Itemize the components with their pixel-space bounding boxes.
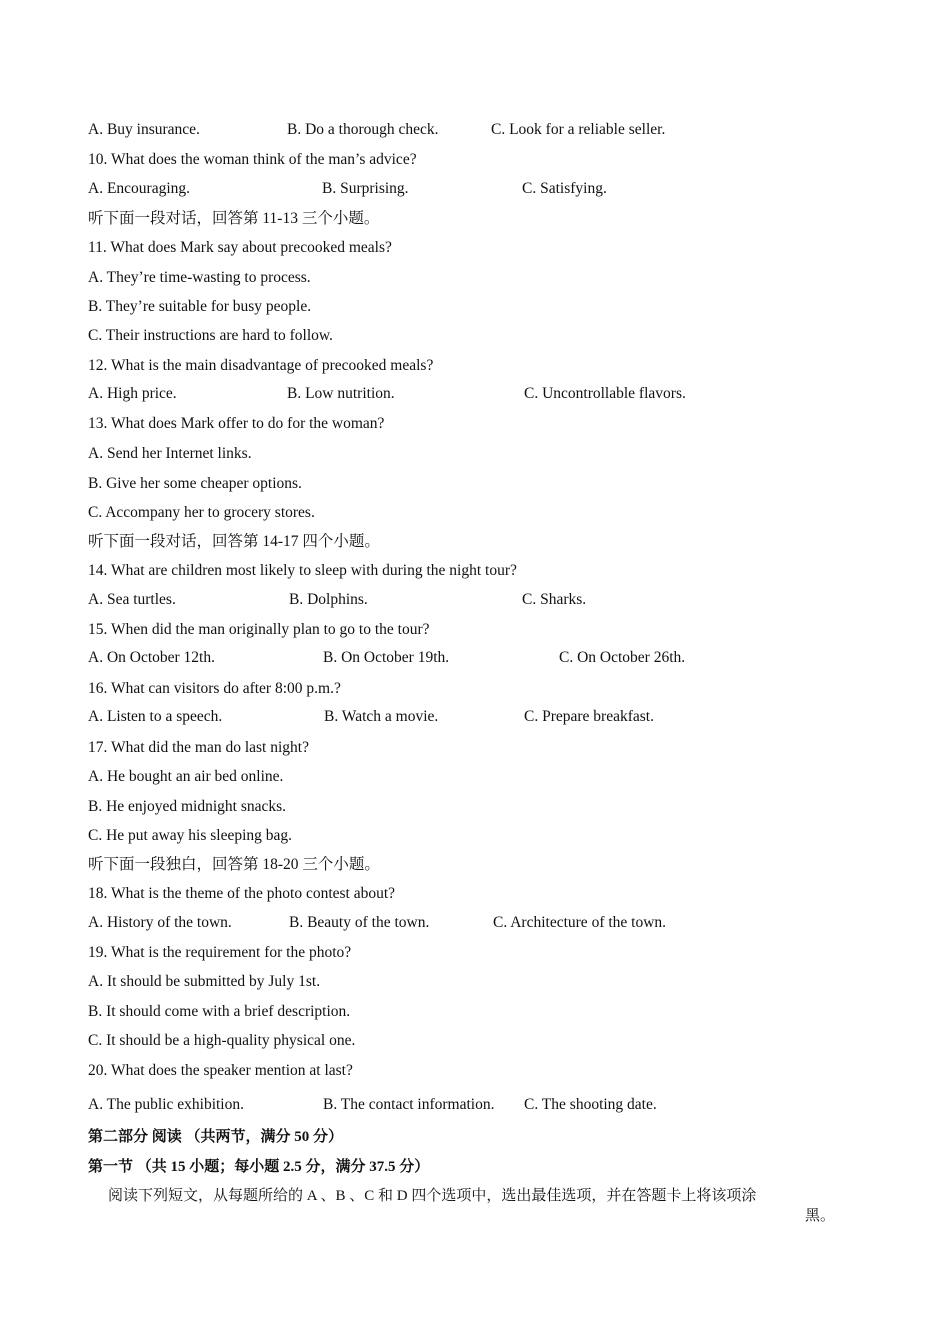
q10-option-c: C. Satisfying. [522, 180, 607, 197]
q12-option-a: A. High price. [88, 385, 177, 402]
q15-question: 15. When did the man originally plan to go to the tour? [88, 621, 430, 638]
q19-option-a: A. It should be submitted by July 1st. [88, 973, 321, 990]
q11-question: 11. What does Mark say about precooked meals? [88, 239, 392, 256]
q16-option-a: A. Listen to a speech. [88, 708, 223, 725]
q9-option-b: B. Do a thorough check. [287, 121, 439, 138]
q11-option-c: C. Their instructions are hard to follow. [88, 327, 333, 344]
q15-option-c: C. On October 26th. [559, 649, 686, 666]
q17-option-a: A. He bought an air bed online. [88, 768, 284, 785]
q10-option-a: A. Encouraging. [88, 180, 191, 197]
q14-option-a: A. Sea turtles. [88, 591, 176, 608]
directions-14-17: 听下面一段对话，回答第 14-17 四个小题。 [88, 533, 380, 550]
q17-option-b: B. He enjoyed midnight snacks. [88, 798, 287, 815]
q10-question: 10. What does the woman think of the man’s advice? [88, 151, 417, 168]
q16-option-b: B. Watch a movie. [324, 708, 439, 725]
q14-option-c: C. Sharks. [522, 591, 587, 608]
q9-option-a: A. Buy insurance. [88, 121, 200, 138]
q19-option-c: C. It should be a high-quality physical one. [88, 1032, 356, 1049]
q11-option-b: B. They’re suitable for busy people. [88, 298, 312, 315]
q12-option-b: B. Low nutrition. [287, 385, 395, 402]
q15-option-a: A. On October 12th. [88, 649, 215, 666]
q13-option-c: C. Accompany her to grocery stores. [88, 504, 315, 521]
section1-instruction [108, 1186, 835, 1226]
q14-question: 14. What are children most likely to sleep with during the night tour? [88, 562, 517, 579]
directions-11-13: 听下面一段对话，回答第 11-13 三个小题。 [88, 210, 380, 227]
q20-question: 20. What does the speaker mention at last? [88, 1062, 353, 1079]
q9-option-c: C. Look for a reliable seller. [491, 121, 666, 138]
q10-option-b: B. Surprising. [322, 180, 409, 197]
q13-option-a: A. Send her Internet links. [88, 445, 252, 462]
q19-option-b: B. It should come with a brief description. [88, 1003, 351, 1020]
q13-option-b: B. Give her some cheaper options. [88, 475, 302, 492]
directions-18-20: 听下面一段独白，回答第 18-20 三个小题。 [88, 856, 380, 873]
q15-option-b: B. On October 19th. [323, 649, 450, 666]
q12-question: 12. What is the main disadvantage of precooked meals? [88, 357, 434, 374]
q16-question: 16. What can visitors do after 8:00 p.m.? [88, 680, 341, 697]
q14-option-b: B. Dolphins. [289, 591, 368, 608]
q18-option-c: C. Architecture of the town. [493, 914, 667, 931]
q20-option-c: C. The shooting date. [524, 1096, 657, 1113]
q18-option-a: A. History of the town. [88, 914, 232, 931]
part2-heading: 第二部分 阅读 （共两节，满分 50 分） [88, 1129, 344, 1145]
q17-question: 17. What did the man do last night? [88, 739, 309, 756]
q19-question: 19. What is the requirement for the photo? [88, 944, 352, 961]
q17-option-c: C. He put away his sleeping bag. [88, 827, 293, 844]
q11-option-a: A. They’re time-wasting to process. [88, 269, 311, 286]
section1-instruction-line1: 阅读下列短文，从每题所给的 A 、B 、C 和 D 四个选项中，选出最佳选项，并在答题卡上将该项涂 [108, 1188, 757, 1204]
q20-option-b: B. The contact information. [323, 1096, 495, 1113]
q16-option-c: C. Prepare breakfast. [524, 708, 654, 725]
section1-heading: 第一节 （共 15 小题；每小题 2.5 分，满分 37.5 分） [88, 1159, 430, 1175]
q18-option-b: B. Beauty of the town. [289, 914, 430, 931]
q13-question: 13. What does Mark offer to do for the woman? [88, 415, 385, 432]
q20-option-a: A. The public exhibition. [88, 1096, 244, 1113]
q12-option-c: C. Uncontrollable flavors. [524, 385, 686, 402]
q18-question: 18. What is the theme of the photo contest about? [88, 885, 396, 902]
section1-instruction-line2: 黑。 [804, 1208, 835, 1224]
